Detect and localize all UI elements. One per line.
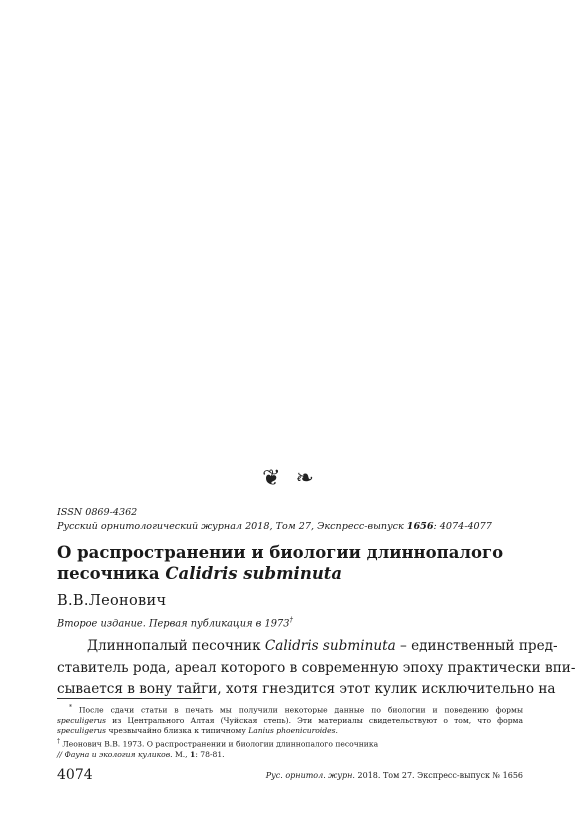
footnote-1-text-4: . [335,726,338,736]
footnote-1-line-1 [57,703,523,716]
title-latin-name: Calidris subminuta [165,564,343,583]
body-line-3: сывается в вону тайги, хотя гнездится этот кулик исключительно на [57,681,556,698]
footnote-1-line-3 [57,726,523,736]
journal-prefix: Русский орнитологический журнал 2018, Том 27, Экспресс-выпуск [57,521,407,532]
footnote-2-text-2: . М., [170,749,191,759]
journal-pages: : 4074-4077 [433,521,492,532]
footnote-1-mark: * [69,704,72,711]
body-line-1 [57,636,558,658]
issn-text: ISSN 0869-4362 [57,507,138,518]
footnote-2-pages: : 78-81. [195,749,225,759]
footnote-2-line-2 [57,750,523,760]
footnote-2-text-1: Леонович В.В. 1973. О распространении и биологии длиннопалого песочника [60,739,379,749]
footnote-separator [57,698,202,699]
page-number: 4074 [57,767,93,783]
edition-note [57,614,293,630]
body-line-1-prefix: Длиннопалый песочник [87,638,265,654]
footer-journal-abbrev: Рус. орнитол. журн. [265,771,355,780]
title-line-2-prefix: песочника [57,564,166,583]
footnote-1-line-2 [57,716,523,726]
title-line-1: О распространении и биологии длиннопалого [57,543,504,562]
issn-line [57,506,137,519]
author-name: В.В.Леонович [57,593,167,609]
issue-number: 1656 [406,521,434,532]
footnote-2-line-1 [57,737,523,750]
footnote-1-latin-3: Lanius phoenicuroides [248,726,336,736]
ornament-glyphs: ❦ ❧ [262,466,318,491]
footnote-1-latin-1: speculigerus [57,715,107,725]
edition-footnote-mark: † [289,616,293,624]
article-body [57,636,576,701]
footnote-1-text-2: из Центрального Алтая (Чуйская степь). Эти материалы свидетельствуют о том, что форма [106,715,523,725]
title-line-2 [57,563,527,584]
footer-journal-rest: 2018. Том 27. Экспресс-выпуск № 1656 [354,771,523,780]
footnote-1-text-1: После сдачи статьи в печать мы получили некоторые данные по биологии и поведению формы [72,705,523,715]
footnote-2-mark: † [57,737,60,745]
journal-citation-line [57,520,537,533]
body-line-1-suffix: – единственный пред- [395,638,558,654]
footnote-1-text-3: чрезвычайно близка к типичному [106,726,249,736]
footnote-2-italic: // Фауна и экология куликов [57,749,171,759]
article-title [57,542,527,584]
running-footer [266,770,523,781]
footnotes [57,703,523,760]
body-line-2: ставитель рода, ареал которого в современную эпоху практически впи- [57,659,576,676]
footnote-1-latin-2: speculigerus [57,726,107,736]
ornament-divider [0,466,580,491]
edition-text: Второе издание. Первая публикация в 1973 [57,618,290,630]
body-latin-name: Calidris subminuta [264,638,396,654]
footnote-2-volume: 1 [190,749,196,759]
